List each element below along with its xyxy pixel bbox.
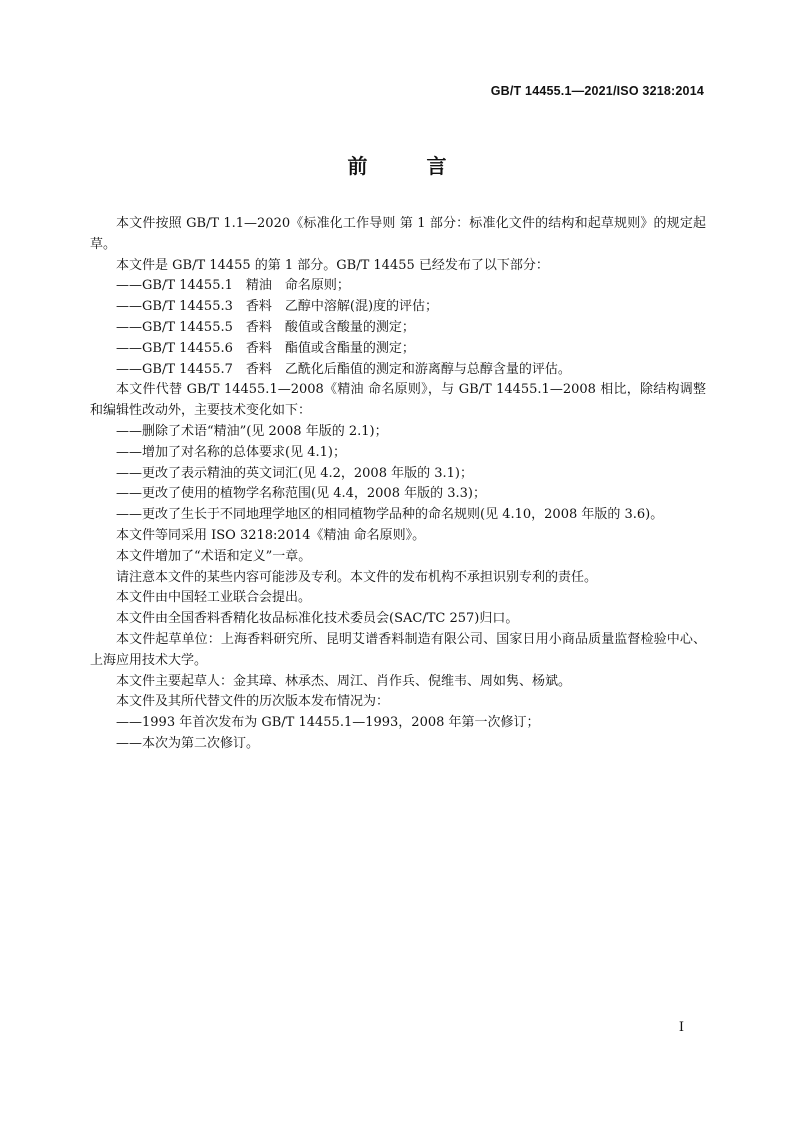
paragraph: 本文件增加了“术语和定义”一章。 [116,548,312,564]
list-item: ——更改了使用的植物学名称范围(见 4.4，2008 年版的 3.3)； [116,486,486,502]
list-item: ——更改了生长于不同地理学地区的相同植物学品种的命名规则(见 4.10，2008 年版的 3.6)。 [116,507,664,523]
paragraph: 本文件是 GB/T 14455 的第 1 部分。GB/T 14455 已经发布了以下部分： [116,257,549,273]
paragraph: 请注意本文件的某些内容可能涉及专利。本文件的发布机构不承担识别专利的责任。 [116,569,598,585]
paragraph: 本文件主要起草人：金其璋、林承杰、周江、肖作兵、倪维韦、周如隽、杨斌。 [116,673,572,689]
list-item: ——GB/T 14455.3 香料 乙醇中溶解(混)度的评估； [116,299,439,315]
standard-code: GB/T 14455.1—2021/ISO 3218:2014 [490,84,704,98]
list-item: ——GB/T 14455.6 香料 酯值或含酯量的测定； [116,340,415,356]
foreword-body [90,214,706,755]
list-item: ——GB/T 14455.1 精油 命名原则； [116,278,350,294]
paragraph: 本文件及其所代替文件的历次版本发布情况为： [116,694,390,710]
paragraph: 本文件等同采用 ISO 3218:2014《精油 命名原则》。 [116,527,426,543]
page-number: I [678,1020,684,1035]
paragraph: 本文件由全国香料香精化妆品标准化技术委员会(SAC/TC 257)归口。 [116,611,519,627]
page-title: 前 言 [347,154,473,178]
paragraph: 本文件代替 GB/T 14455.1—2008《精油 命名原则》，与 GB/T 14455.1—2008 相比，除结构调整和编辑性改动外，主要技术变化如下： [90,382,706,419]
list-item: ——GB/T 14455.5 香料 酸值或含酸量的测定； [116,319,415,335]
list-item: ——本次为第二次修订。 [116,735,260,751]
paragraph: 本文件由中国轻工业联合会提出。 [116,590,312,606]
list-item: ——1993 年首次发布为 GB/T 14455.1—1993，2008 年第一次修订； [116,715,540,731]
list-item: ——GB/T 14455.7 香料 乙酰化后酯值的测定和游离醇与总醇含量的评估。 [116,361,571,377]
list-item: ——增加了对名称的总体要求(见 4.1)； [116,444,346,460]
list-item: ——删除了术语“精油”(见 2008 年版的 2.1)； [116,423,388,439]
paragraph: 本文件按照 GB/T 1.1—2020《标准化工作导则 第 1 部分：标准化文件的结构和起草规则》的规定起草。 [90,216,706,252]
paragraph: 本文件起草单位：上海香料研究所、昆明艾谱香料制造有限公司、国家日用小商品质量监督检验中心、上海应用技术大学。 [90,631,706,668]
list-item: ——更改了表示精油的英文词汇(见 4.2，2008 年版的 3.1)； [116,465,473,481]
